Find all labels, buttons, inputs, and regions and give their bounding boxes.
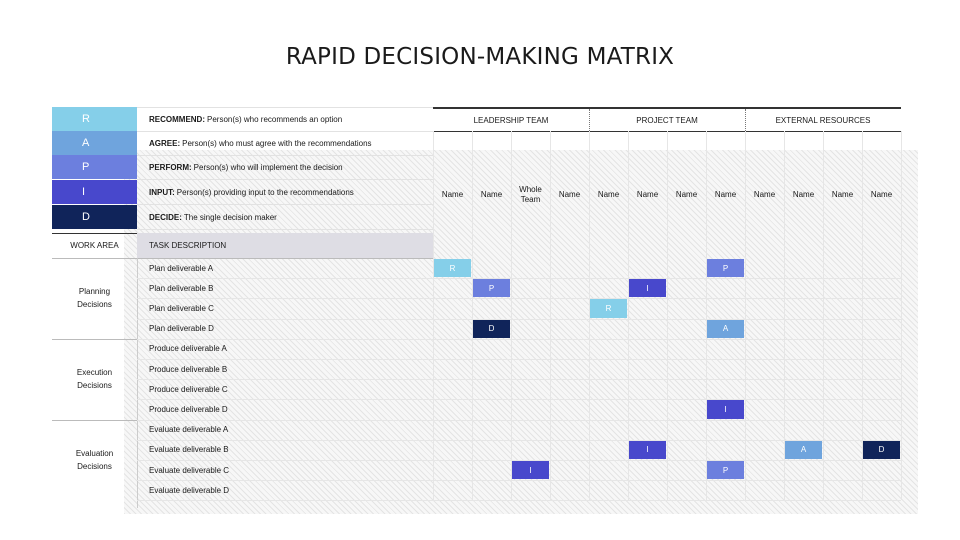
column-header-7: Name: [714, 190, 737, 199]
legend-desc-p: [137, 155, 433, 179]
column-header-0: Name: [441, 190, 464, 199]
column-header-6: Name: [675, 190, 698, 199]
group-separator: [745, 109, 746, 131]
task-label: Plan deliverable D: [149, 324, 214, 334]
column-header-9: Name: [792, 190, 815, 199]
work-area-label: Execution Decisions: [76, 368, 113, 391]
task-label: Evaluate deliverable A: [149, 425, 229, 435]
column-line: [433, 131, 434, 500]
task-label: Evaluate deliverable C: [149, 465, 230, 475]
assignment-i: I: [707, 400, 744, 418]
legend-description: Person(s) who recommends an option: [207, 114, 343, 124]
legend-desc-d: [137, 205, 433, 229]
task-label: Plan deliverable B: [149, 283, 214, 293]
task-label: Evaluate deliverable B: [149, 445, 229, 455]
column-line: [745, 131, 746, 500]
column-header-11: Name: [870, 190, 893, 199]
work-area-label: Planning Decisions: [77, 287, 112, 310]
legend-divider: [137, 107, 433, 108]
column-line: [511, 131, 512, 500]
task-label: Plan deliverable A: [149, 263, 214, 273]
task-description-header: TASK DESCRIPTION: [137, 233, 433, 258]
legend-term: INPUT:: [149, 187, 175, 197]
column-header-10: Name: [831, 190, 854, 199]
assignment-i: I: [629, 279, 666, 297]
assignment-a: A: [707, 320, 744, 338]
work-area-header: WORK AREA: [70, 241, 119, 250]
group-header-2: EXTERNAL RESOURCES: [775, 115, 871, 125]
column-line: [472, 131, 473, 500]
legend-description: Person(s) who will implement the decision: [193, 162, 343, 172]
legend-description: Person(s) providing input to the recommendations: [176, 187, 354, 197]
task-label: Produce deliverable D: [149, 404, 228, 414]
legend-term: DECIDE:: [149, 212, 182, 222]
task-label: Plan deliverable C: [149, 303, 214, 313]
column-line: [823, 131, 824, 500]
task-label: Evaluate deliverable D: [149, 485, 230, 495]
column-header-2: Whole Team: [519, 185, 542, 204]
legend-divider: [137, 229, 433, 230]
row-line: [137, 500, 901, 501]
column-header-5: Name: [636, 190, 659, 199]
group-separator: [589, 109, 590, 131]
group-header-0: LEADERSHIP TEAM: [473, 115, 549, 125]
legend-description: The single decision maker: [183, 212, 277, 222]
legend-term: RECOMMEND:: [149, 114, 205, 124]
assignment-i: I: [629, 441, 666, 459]
column-header-4: Name: [597, 190, 620, 199]
legend-term: PERFORM:: [149, 162, 192, 172]
assignment-a: A: [785, 441, 822, 459]
assignment-p: P: [707, 259, 744, 277]
assignment-d: D: [473, 320, 510, 338]
legend-desc-i: [137, 180, 433, 204]
assignment-i: I: [512, 461, 549, 479]
legend-code-i: I: [52, 180, 137, 204]
page-title: RAPID DECISION-MAKING MATRIX: [285, 44, 675, 70]
work-area-header-border: [52, 233, 137, 234]
column-line: [901, 131, 902, 500]
column-header-1: Name: [480, 190, 503, 199]
column-header-3: Name: [558, 190, 581, 199]
assignment-r: R: [590, 299, 627, 317]
column-line: [706, 131, 707, 500]
legend-code-p: P: [52, 155, 137, 179]
assignment-r: R: [434, 259, 471, 277]
assignment-p: P: [707, 461, 744, 479]
legend-description: Person(s) who must agree with the recommendations: [182, 138, 372, 148]
task-label: Produce deliverable C: [149, 384, 228, 394]
legend-code-r: R: [52, 107, 137, 131]
assignment-d: D: [863, 441, 900, 459]
legend-code-d: D: [52, 205, 137, 229]
legend-desc-r: [137, 107, 433, 131]
group-header-1: PROJECT TEAM: [636, 115, 698, 125]
legend-code-a: A: [52, 131, 137, 155]
column-header-8: Name: [753, 190, 776, 199]
legend-term: AGREE:: [149, 138, 181, 148]
legend-desc-a: [137, 131, 433, 155]
assignment-p: P: [473, 279, 510, 297]
column-line: [550, 131, 551, 500]
task-label: Produce deliverable B: [149, 364, 228, 374]
task-label: Produce deliverable A: [149, 344, 227, 354]
work-area-label: Evaluation Decisions: [75, 448, 114, 471]
column-line: [667, 131, 668, 500]
work-area-divider: [52, 339, 137, 340]
work-area-divider: [52, 420, 137, 421]
